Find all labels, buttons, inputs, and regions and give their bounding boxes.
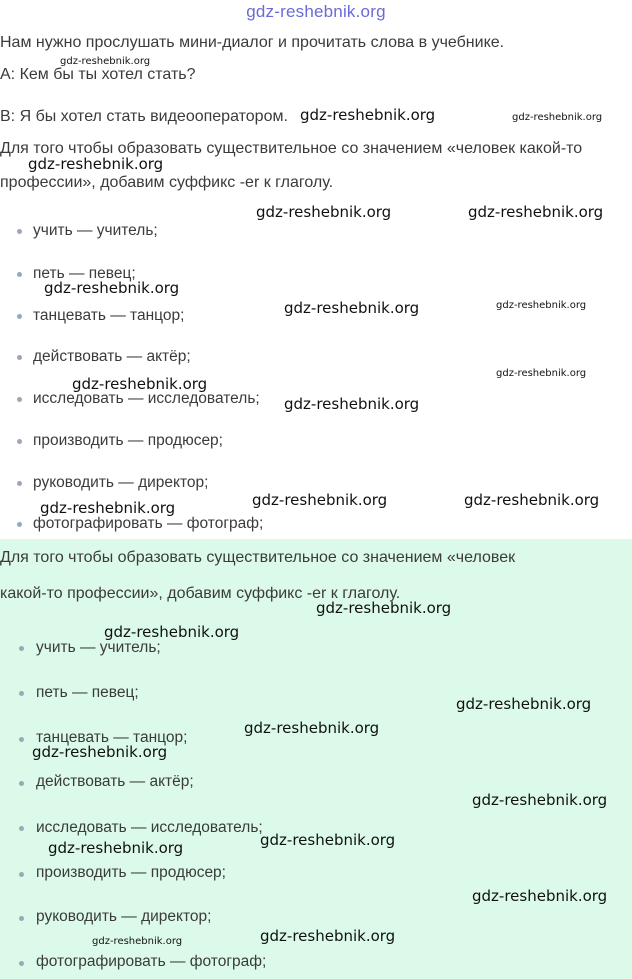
bullet-icon bbox=[17, 439, 22, 444]
watermark: gdz-reshebnik.org bbox=[252, 491, 388, 509]
list-item-text: руководить — директор; bbox=[33, 474, 209, 491]
list-item-text: танцевать — танцор; bbox=[36, 729, 188, 746]
list-item-text: фотографировать — фотограф; bbox=[33, 515, 264, 532]
list-item-text: фотографировать — фотограф; bbox=[36, 953, 267, 970]
dialog-line-a: А: Кем бы ты хотел стать? bbox=[0, 66, 196, 83]
bullet-icon bbox=[19, 646, 24, 651]
bullet-icon bbox=[19, 872, 24, 877]
dialog-line-b: В: Я бы хотел стать видеооператором. bbox=[0, 108, 288, 125]
watermark: gdz-reshebnik.org bbox=[300, 106, 436, 124]
list-item-text: исследовать — исследователь; bbox=[33, 390, 260, 407]
bullet-icon bbox=[19, 691, 24, 696]
bullet-icon bbox=[17, 314, 22, 319]
watermark: gdz-reshebnik.org bbox=[316, 599, 452, 617]
watermark: gdz-reshebnik.org bbox=[496, 368, 587, 379]
watermark: gdz-reshebnik.org bbox=[72, 375, 208, 393]
bullet-icon bbox=[17, 272, 22, 277]
watermark: gdz-reshebnik.org bbox=[60, 56, 151, 67]
bullet-icon bbox=[19, 916, 24, 921]
watermark: gdz-reshebnik.org bbox=[32, 743, 168, 761]
watermark: gdz-reshebnik.org bbox=[44, 279, 180, 297]
watermark: gdz-reshebnik.org bbox=[104, 623, 240, 641]
watermark: gdz-reshebnik.org bbox=[464, 491, 600, 509]
list-item-text: действовать — актёр; bbox=[36, 773, 194, 790]
answer-rule-line2: какой-то профессии», добавим суффикс -er к глаголу. bbox=[0, 585, 401, 602]
rule-text-line1: Для того чтобы образовать существительное со значением «человек какой-то bbox=[0, 140, 583, 157]
list-item-text: петь — певец; bbox=[36, 684, 139, 701]
site-header-link[interactable]: gdz-reshebnik.org bbox=[246, 2, 386, 21]
bullet-icon bbox=[17, 355, 22, 360]
list-item-text: производить — продюсер; bbox=[36, 864, 226, 881]
intro-text: Нам нужно прослушать мини-диалог и прочитать слова в учебнике. bbox=[0, 34, 505, 51]
watermark: gdz-reshebnik.org bbox=[256, 203, 392, 221]
list-item-text: танцевать — танцор; bbox=[33, 307, 185, 324]
watermark: gdz-reshebnik.org bbox=[40, 499, 176, 517]
watermark: gdz-reshebnik.org bbox=[284, 299, 420, 317]
watermark: gdz-reshebnik.org bbox=[472, 791, 608, 809]
list-item-text: исследовать — исследователь; bbox=[36, 819, 263, 836]
watermark: gdz-reshebnik.org bbox=[260, 927, 396, 945]
bullet-icon bbox=[19, 961, 24, 966]
bullet-icon bbox=[17, 397, 22, 402]
watermark: gdz-reshebnik.org bbox=[468, 203, 604, 221]
list-item-text: руководить — директор; bbox=[36, 908, 212, 925]
bullet-icon bbox=[19, 826, 24, 831]
answer-rule-line1: Для того чтобы образовать существительное со значением «человек bbox=[0, 549, 516, 566]
bullet-icon bbox=[17, 229, 22, 234]
watermark: gdz-reshebnik.org bbox=[260, 831, 396, 849]
watermark: gdz-reshebnik.org bbox=[48, 839, 184, 857]
list-item-text: петь — певец; bbox=[33, 265, 136, 282]
watermark: gdz-reshebnik.org bbox=[284, 395, 420, 413]
bullet-icon bbox=[19, 781, 24, 786]
list-item-text: действовать — актёр; bbox=[33, 348, 191, 365]
list-item-text: производить — продюсер; bbox=[33, 432, 223, 449]
list-item-text: учить — учитель; bbox=[36, 639, 161, 656]
watermark: gdz-reshebnik.org bbox=[512, 112, 603, 123]
bullet-icon bbox=[19, 737, 24, 742]
bullet-icon bbox=[17, 481, 22, 486]
watermark: gdz-reshebnik.org bbox=[472, 887, 608, 905]
watermark: gdz-reshebnik.org bbox=[244, 719, 380, 737]
watermark: gdz-reshebnik.org bbox=[92, 936, 183, 947]
rule-text-line2: профессии», добавим суффикс -er к глаголу. bbox=[0, 174, 334, 191]
watermark: gdz-reshebnik.org bbox=[28, 155, 164, 173]
watermark: gdz-reshebnik.org bbox=[456, 695, 592, 713]
watermark: gdz-reshebnik.org bbox=[496, 300, 587, 311]
bullet-icon bbox=[17, 522, 22, 527]
list-item-text: учить — учитель; bbox=[33, 222, 158, 239]
